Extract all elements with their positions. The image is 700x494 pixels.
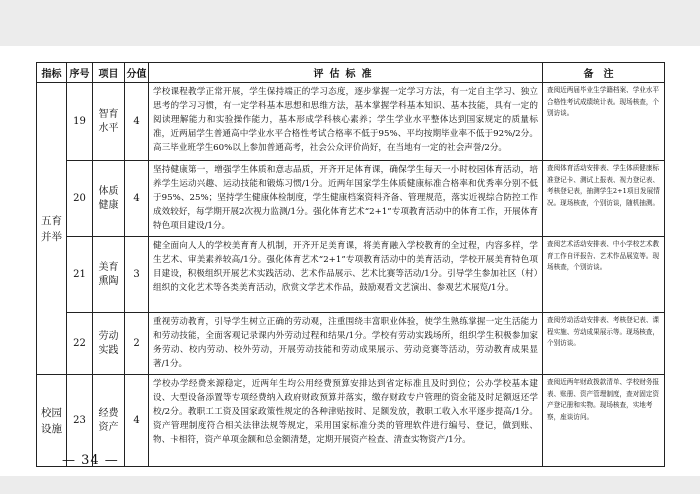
row-remarks: 查阅近两届毕业生学籍档案、学业水平合格性考试成绩统计表。现场核查，个别访谈。 — [543, 83, 665, 161]
header-indicator: 指标 — [37, 63, 67, 83]
scan-bottom-margin — [0, 476, 700, 494]
row-remarks: 查阅近两年财政拨款清单、学校财务报表、账册、资产管理制度，查对固定资产登记册和实物。现场核查，实地考察，座谈访问。 — [543, 375, 665, 467]
row-remarks: 查阅体育活动安排表、学生体质健康标准登记卡、测试上报表、视力登记表、考核登记表，抽测学生2+1项目发展情况。现场核查，个别访谈，随机抽测。 — [543, 161, 665, 237]
row-seq: 22 — [67, 313, 93, 375]
group-label-five-education: 五育并举 — [37, 83, 67, 375]
row-project: 体质健康 — [93, 161, 125, 237]
header-seq: 序号 — [67, 63, 93, 83]
row-score: 3 — [125, 237, 149, 313]
row-standard: 学校课程教学正常开展，学生保持端正的学习态度，逐步掌握一定学习方法，有一定自主学习、独立思考的学习习惯，有一定学科基本思想和思维方法，基本掌握学科基本知识、基本技能，具有一定的阅读理解能力和实验操作能力，基本形成学科核心素养；学生学业水平整体达到国家规定的质量标准，近两届学生普通高中学业水平合格性考试合格率不低于95%、平均按期毕业率不低于92%/2分。高三毕业班学生60%以上参加普通高考，社会公众评价尚好，在当地有一定的社会声誉/2分。 — [149, 83, 543, 161]
scan-top-margin — [0, 0, 700, 46]
row-standard: 健全面向人人的学校美育育人机制，开齐开足美育课，将美育融入学校教育的全过程，内容多样，学生艺术、审美素养较高/1分。强化体育艺术“2+1”专项教育活动中的美育活动，学校开展美育特色项目建设，积极组织开展艺术实践活动、艺术作品展示、艺术比赛等活动/1分。引导学生参加社区（村）组织的文化艺术等各类美育活动，欣赏文学艺术作品，鼓励观看文艺演出、参观艺术展览/1分。 — [149, 237, 543, 313]
header-remarks: 备注 — [543, 63, 665, 83]
row-project: 美育熏陶 — [93, 237, 125, 313]
header-criteria: 评估标准 — [149, 63, 543, 83]
table-row — [37, 237, 665, 313]
row-project: 劳动实践 — [93, 313, 125, 375]
row-remarks: 查阅劳动活动安排表、考核登记表、课程实施、劳动成果展示等。现场核查，个别访谈。 — [543, 313, 665, 375]
row-project: 智育水平 — [93, 83, 125, 161]
row-seq: 21 — [67, 237, 93, 313]
row-seq: 20 — [67, 161, 93, 237]
header-project: 项目 — [93, 63, 125, 83]
row-seq: 19 — [67, 83, 93, 161]
page-number: — 34 — — [62, 453, 119, 468]
header-score: 分值 — [125, 63, 149, 83]
row-project: 经费资产 — [93, 375, 125, 467]
row-score: 4 — [125, 83, 149, 161]
row-score: 4 — [125, 161, 149, 237]
evaluation-table — [36, 62, 665, 467]
row-seq: 23 — [67, 375, 93, 467]
row-remarks: 查阅艺术活动安排表、中小学校艺术教育工作自评报告、艺术作品展览等。现场核查，个别访谈。 — [543, 237, 665, 313]
table-row — [37, 161, 665, 237]
row-standard: 学校办学经费来源稳定，近两年生均公用经费预算安排达到省定标准且及时到位；公办学校基本建设、大型设备添置等专项经费纳入政府财政预算并落实，缴存财政专户管理的资金能及时足额返还学校/2分。教职工工资及国家政策性规定的各种津贴按时、足额发放，教职工收入水平逐步提高/1分。资产管理制度符合相关法律法规等规定，采用国家标准分类的管理软件进行编号、登记，做到账、物、卡相符，资产单项金额和总金额清楚，定期开展资产检查、清查实物资产/1分。 — [149, 375, 543, 467]
row-standard: 重视劳动教育，引导学生树立正确的劳动观，注重围绕丰富职业体验，使学生熟练掌握一定生活能力和劳动技能，全面客观记录课内外劳动过程和结果/1分。学校有劳动实践场所，组织学生积极参加家务劳动、校内劳动、校外劳动，开展劳动技能和劳动成果展示、劳动竞赛等活动，劳动教育成果显著/1分。 — [149, 313, 543, 375]
table-row — [37, 83, 665, 161]
table-row — [37, 313, 665, 375]
table-row — [37, 375, 665, 467]
row-standard: 坚持健康第一，增强学生体质和意志品质，开齐开足体育课，确保学生每天一小时校园体育活动，培养学生运动兴趣、运动技能和锻炼习惯/1分。近两年国家学生体质健康标准合格率和优秀率分别不低于95%、25%；坚持学生健康体检制度，学生健康档案资料齐备、管理规范，落实近视综合防控工作成效较好，每学期开展2次视力监测/1分。强化体育艺术“2+1”专项教育活动中的体育工作，开展体育特色项目建设/1分。 — [149, 161, 543, 237]
table-header-row — [37, 63, 665, 83]
row-score: 2 — [125, 313, 149, 375]
row-score: 4 — [125, 375, 149, 467]
group-label-campus-facilities: 校园设施 — [37, 375, 67, 467]
